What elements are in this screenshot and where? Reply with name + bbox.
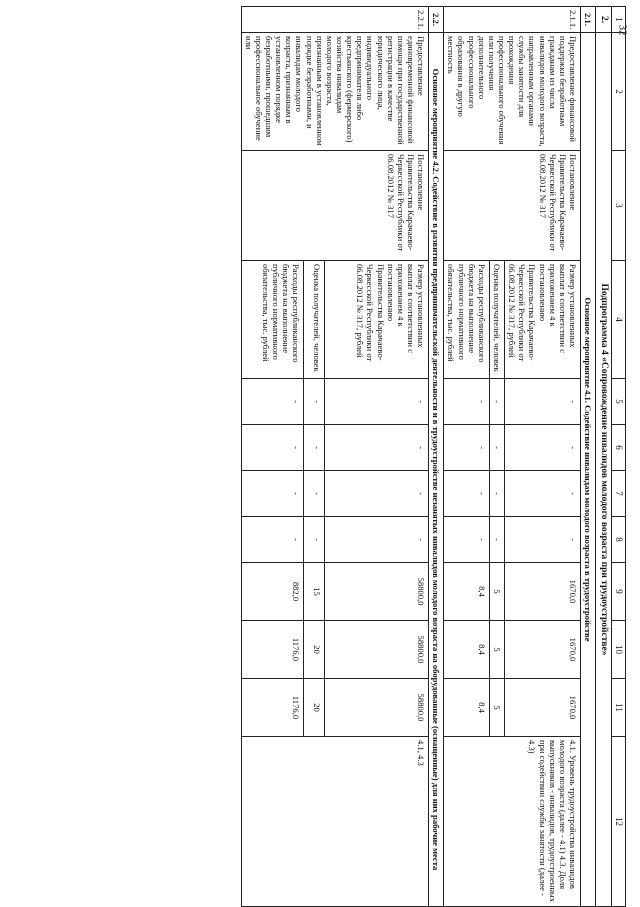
col-header: 5 [612,379,626,425]
col-header: 1 [612,7,626,33]
value-cell: 1670,0 [504,679,580,737]
value-cell: - [444,425,490,471]
value-cell: - [324,517,428,563]
value-cell: 882,0 [241,563,304,621]
value-cell: 8,4 [444,679,490,737]
value-cell: 5 [489,679,504,737]
value-cell: - [444,517,490,563]
page-number: 32 [616,24,629,36]
legal-basis: Постановление Правительства Карачаево-Черкесской Республики от 06.08.2012 № 317 [241,151,429,261]
value-cell: - [324,379,428,425]
row-number: 2. [596,7,612,33]
value-cell: 1176,0 [241,679,304,737]
indicator: Оценка получателей, человек [304,261,325,379]
col-header: 11 [612,679,626,737]
value-cell: 1176,0 [241,621,304,679]
value-cell: 20 [304,621,325,679]
value-cell: 1670,0 [504,563,580,621]
value-cell: - [444,471,490,517]
value-cell: - [241,379,304,425]
value-cell: 58800,0 [324,621,428,679]
measure-row [429,7,444,907]
value-cell: - [504,379,580,425]
value-cell: 1670,0 [504,621,580,679]
value-cell: - [489,517,504,563]
value-cell: - [241,425,304,471]
indicator: Оценка получателей, человек [489,261,504,379]
table-row [504,7,580,907]
value-cell: - [304,517,325,563]
value-cell: 58800,0 [324,563,428,621]
value-cell: - [504,425,580,471]
measure-title: Основное мероприятие 4.1. Содействие инвалидам молодого возраста в трудоустройстве [581,33,596,907]
value-cell: - [304,379,325,425]
value-cell: - [489,425,504,471]
target-indicators: 4.1. Уровень трудоустройства инвалидов молодого возраста (далее - 4.1) 4.3. Доля выпускников - инвалидов, трудоустроенных при содействии службы занятости (далее - 4.3) [444,737,581,907]
activity-description: Предоставление финансовой поддержки безработным гражданам из числа инвалидов молодого возраста, направленным органами службы занятости для прохождения профессионального обучения или получения дополнительного профессионального образования в другую местность [444,33,581,151]
value-cell: - [241,517,304,563]
measure-row [581,7,596,907]
value-cell: - [324,425,428,471]
value-cell: - [324,471,428,517]
indicator: Размер установленных выплат в соответствии с приложением 4 к постановлению Правительства Карачаево-Черкесской Республики от 06.08.2012 № 317, рублей [504,261,580,379]
value-cell: 5 [489,563,504,621]
row-number: 2.2. [429,7,444,33]
value-cell: 5 [489,621,504,679]
legal-basis: Постановление Правительства Карачаево-Черкесской Республики от 06.08.2012 № 317 [444,151,581,261]
value-cell: 20 [304,679,325,737]
value-cell: - [504,517,580,563]
subprogram-row [596,7,612,907]
indicator: Размер установленных выплат в соответствии с приложением 4 к постановлению Правительства Карачаево-Черкесской Республики от 06.08.2012 № 317, рублей [324,261,428,379]
row-number: 2.1.1. [444,7,581,33]
col-header: 8 [612,517,626,563]
col-header: 12 [612,737,626,907]
col-header: 3 [612,151,626,261]
value-cell: - [444,379,490,425]
program-table-sheet [26,6,626,906]
col-header: 9 [612,563,626,621]
program-table [241,6,626,907]
value-cell: 15 [304,563,325,621]
col-header: 2 [612,33,626,151]
indicator: Расходы республиканского бюджета на выполнение публичного нормативного обязательства, тыс. рублей [241,261,304,379]
column-number-row [612,7,626,907]
subprogram-title: Подпрограмма 4 «Сопровождение инвалидов молодого возраста при трудоустройстве» [596,33,612,907]
indicator: Расходы республиканского бюджета на выполнение публичного нормативного обязательства, тыс. рублей [444,261,490,379]
col-header: 4 [612,261,626,379]
row-number: 2.2.1. [241,7,429,33]
activity-description: Предоставление единовременной финансовой помощи при государственной регистрации в качестве юридического лица, индивидуального предпринимателя либо крестьянского (фермерского) хозяйства инвалидам молодого возраста, признанным в установленном порядке безработными, и инвалидам молодого возраста, признанным в установленном порядке безработными, прошедшим профессиональное обучение или [241,33,429,151]
col-header: 7 [612,471,626,517]
value-cell: - [489,471,504,517]
value-cell: 8,4 [444,563,490,621]
value-cell: 58800,0 [324,679,428,737]
value-cell: - [489,379,504,425]
value-cell: - [241,471,304,517]
measure-title: Основное мероприятие 4.2. Содействие в развитии предпринимательской деятельности и в трудоустройстве незанятых инвалидов молодого возраста на оборудованные (оснащенные) для них рабочие места [429,33,444,907]
value-cell: - [304,471,325,517]
value-cell: - [504,471,580,517]
table-row [324,7,428,907]
value-cell: 8,4 [444,621,490,679]
col-header: 6 [612,425,626,471]
value-cell: - [304,425,325,471]
col-header: 10 [612,621,626,679]
target-indicators: 4.1, 4.3 [241,737,429,907]
row-number: 2.1. [581,7,596,33]
